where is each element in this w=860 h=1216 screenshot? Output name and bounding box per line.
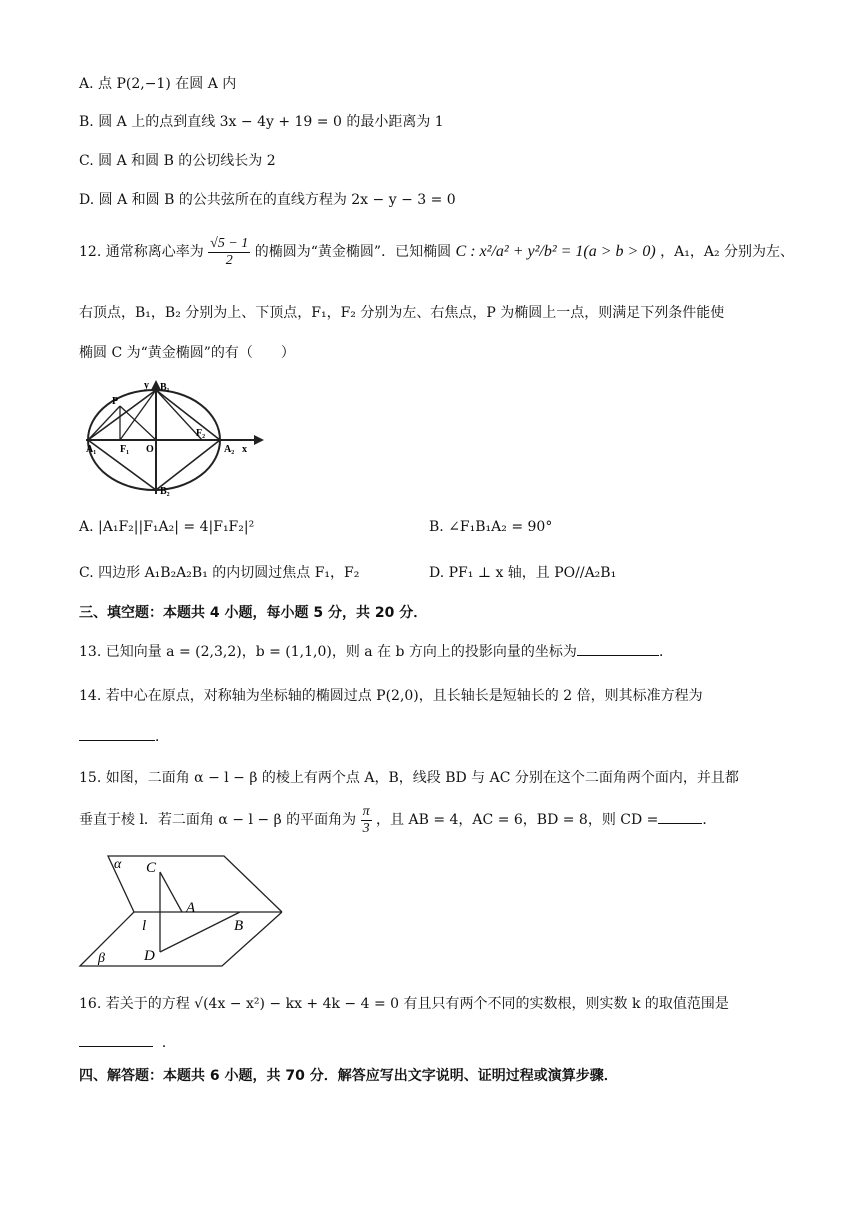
label-x: x — [242, 444, 247, 455]
q12-intro: 12. 通常称离心率为 — [79, 244, 204, 260]
q15-line2 — [79, 800, 716, 840]
section-4-heading: 四、解答题：本题共 6 小题，共 70 分．解答应写出文字说明、证明过程或演算步骤． — [79, 1068, 618, 1084]
segment-f1b1 — [120, 390, 156, 440]
q15-end: ． — [702, 812, 717, 828]
angle-denominator: 3 — [362, 820, 370, 836]
q12-option-b: B. ∠F₁B₁A₂ = 90° — [429, 519, 553, 535]
q11-option-d: D. 圆 A 和圆 B 的公共弦所在的直线方程为 2x − y − 3 = 0 — [79, 192, 456, 208]
q13-text: 13. 已知向量 a = (2,3,2)，b = (1,1,0)，则 a 在 b 方向上的投影向量的坐标为 — [79, 644, 577, 660]
q14-end: ． — [155, 729, 169, 745]
golden-ratio-fraction — [208, 236, 250, 269]
q12-option-d: D. PF₁ ⊥ x 轴，且 PO//A₂B₁ — [429, 565, 617, 581]
label-y: y — [144, 380, 149, 391]
label-c: C — [146, 860, 157, 876]
q16-end: ． — [161, 1035, 176, 1051]
label-d: D — [144, 948, 155, 964]
label-b1: B₁ — [160, 382, 170, 393]
golden-ratio-numerator: √5 − 1 — [210, 235, 249, 251]
label-a: A — [186, 900, 196, 916]
label-beta: β — [98, 951, 105, 966]
segment-db — [160, 912, 240, 952]
q16-line1: 16. 若关于的方程 √(4x − x²) − kx + 4k − 4 = 0 有且只有两个不同的实数根，则实数 k 的取值范围是 — [79, 996, 729, 1012]
q13-end: ． — [658, 644, 673, 660]
label-b: B — [234, 918, 244, 934]
q12-post: ，A₁，A₂ 分别为左、 — [660, 244, 795, 260]
q13-answer-blank[interactable] — [577, 641, 659, 656]
q14-line1: 14. 若中心在原点，对称轴为坐标轴的椭圆过点 P(2,0)，且长轴长是短轴长的 2 倍，则其标准方程为 — [79, 688, 703, 704]
label-a2: A₂ — [224, 444, 235, 455]
q12-line2: 右顶点，B₁，B₂ 分别为上、下顶点，F₁，F₂ 分别为左、右焦点，P 为椭圆上一点，则满足下列条件能使 — [79, 305, 725, 321]
q12-option-a: A. |A₁F₂||F₁A₂| = 4|F₁F₂|² — [79, 519, 255, 535]
q15-line2-post: ，且 AB = 4，AC = 6，BD = 8，则 CD = — [376, 812, 659, 828]
q16-line2 — [79, 1032, 176, 1053]
section-3-heading: 三、填空题：本题共 4 小题，每小题 5 分，共 20 分． — [79, 605, 428, 621]
q16-answer-blank[interactable] — [79, 1032, 153, 1047]
label-a1: A₁ — [86, 444, 97, 455]
q15-line2-pre: 垂直于棱 l．若二面角 α − l − β 的平面角为 — [79, 812, 357, 828]
angle-fraction — [361, 804, 372, 837]
label-f1: F₁ — [120, 444, 130, 455]
label-o: O — [146, 444, 154, 455]
q14-line2 — [79, 726, 169, 747]
label-f2: F₂ — [196, 428, 206, 439]
q12-line3: 椭圆 C 为“黄金椭圆”的有（ ） — [79, 345, 295, 361]
golden-ratio-denominator: 2 — [225, 252, 233, 268]
plane-beta-outline — [80, 912, 282, 966]
q15-line1: 15. 如图，二面角 α − l − β 的棱上有两个点 A，B，线段 BD 与 AC 分别在这个二面角两个面内，并且都 — [79, 770, 739, 786]
q11-option-c: C. 圆 A 和圆 B 的公切线长为 2 — [79, 153, 276, 169]
segment-ac — [160, 872, 182, 912]
golden-ellipse-figure — [84, 378, 270, 498]
q12-mid: 的椭圆为“黄金椭圆”．已知椭圆 — [254, 244, 452, 260]
q11-option-b: B. 圆 A 上的点到直线 3x − 4y + 19 = 0 的最小距离为 1 — [79, 114, 444, 130]
label-alpha: α — [114, 857, 122, 872]
segment-po — [120, 406, 156, 440]
angle-numerator: π — [362, 803, 370, 819]
q14-answer-blank[interactable] — [79, 726, 155, 741]
q13 — [79, 641, 673, 662]
label-l: l — [142, 918, 147, 934]
q12-line1 — [79, 234, 794, 270]
q11-option-a: A. 点 P(2,−1) 在圆 A 内 — [79, 76, 237, 92]
label-p: P — [112, 396, 119, 407]
ellipse-equation: C : x²/a² + y²/b² = 1(a > b > 0) — [455, 243, 656, 260]
q15-answer-blank[interactable] — [658, 809, 702, 824]
q12-option-c: C. 四边形 A₁B₂A₂B₁ 的内切圆过焦点 F₁，F₂ — [79, 565, 360, 581]
x-axis-arrow — [254, 435, 264, 445]
label-b2: B₂ — [160, 486, 170, 497]
dihedral-angle-figure — [78, 852, 288, 972]
